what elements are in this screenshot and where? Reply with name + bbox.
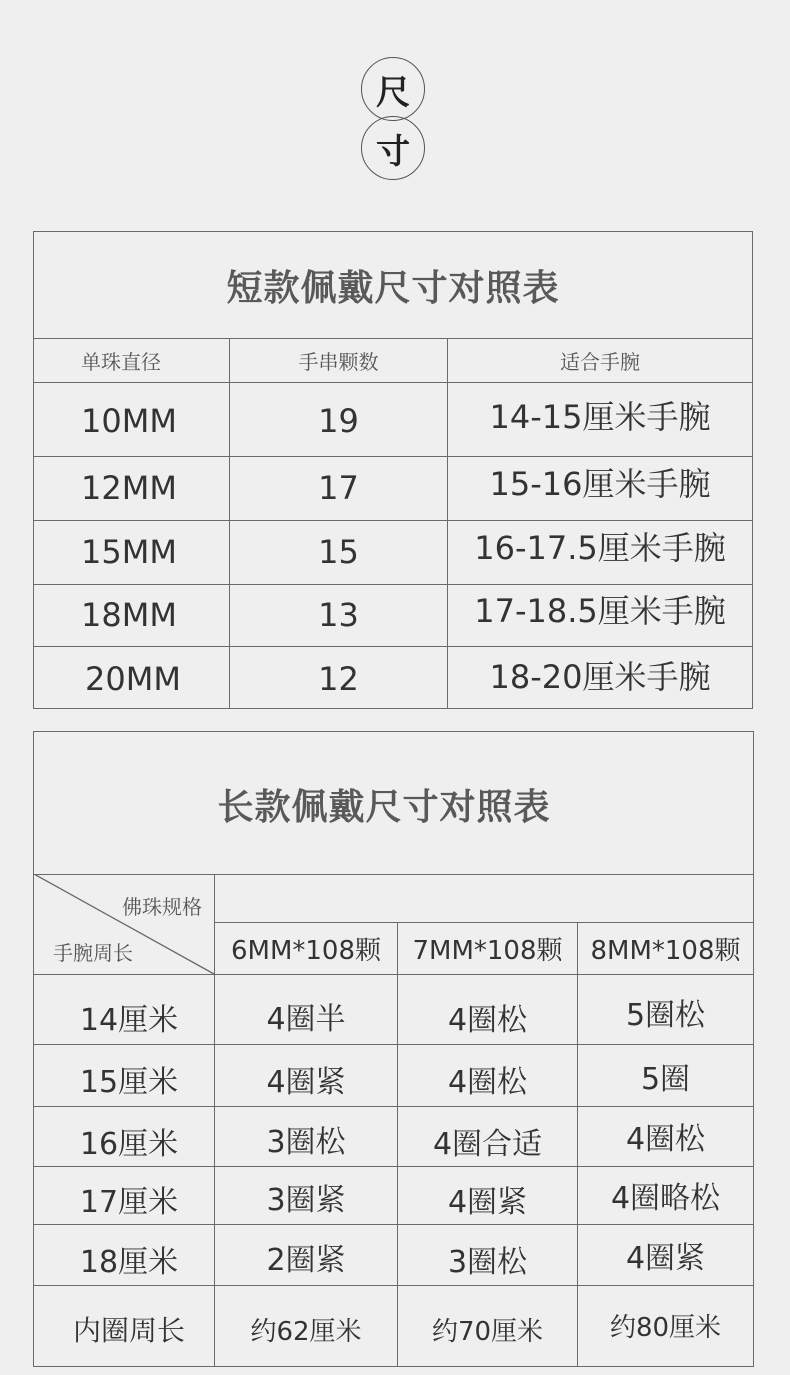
long-header-7mm: 7MM*108颗 (412, 936, 563, 966)
long-row-3-7mm: 4圈合适 (432, 1127, 543, 1162)
short-row-2-diameter: 12MM (81, 469, 177, 507)
long-row-6-label: 内圈周长 (72, 1314, 185, 1347)
short-header-wrist: 适合手腕 (560, 349, 640, 374)
long-row-1-wrist: 14厘米 (79, 1003, 179, 1038)
long-row-6-6mm: 约62厘米 (250, 1316, 362, 1347)
long-row-4-7mm: 4圈紧 (447, 1185, 528, 1220)
long-row-3-wrist: 16厘米 (79, 1127, 179, 1162)
short-row-5-diameter: 20MM (85, 660, 181, 698)
short-header-count: 手串颗数 (298, 349, 379, 374)
long-row-2-wrist: 15厘米 (79, 1065, 179, 1100)
short-row-3-wrist: 16-17.5厘米手腕 (474, 529, 726, 567)
long-header-8mm: 8MM*108颗 (590, 936, 741, 966)
long-row-4-6mm: 3圈紧 (266, 1183, 346, 1218)
long-row-6-7mm: 约70厘米 (431, 1316, 544, 1347)
short-row-1-diameter: 10MM (81, 402, 177, 440)
long-row-1-6mm: 4圈半 (266, 1002, 346, 1037)
long-row-5-8mm: 4圈紧 (625, 1241, 706, 1276)
short-header-diameter: 单珠直径 (81, 349, 161, 374)
long-header-6mm: 6MM*108颗 (230, 936, 382, 966)
short-row-5-wrist: 18-20厘米手腕 (489, 658, 711, 696)
long-row-6-8mm: 约80厘米 (609, 1312, 722, 1343)
short-row-1-wrist: 14-15厘米手腕 (489, 398, 711, 436)
long-row-1-8mm: 5圈松 (625, 998, 706, 1033)
short-row-4-count: 13 (318, 596, 359, 634)
long-row-5-wrist: 18厘米 (79, 1245, 179, 1280)
short-row-3-count: 15 (318, 533, 359, 571)
long-row-3-6mm: 3圈松 (266, 1125, 346, 1160)
long-size-table (33, 731, 754, 1367)
short-row-4-wrist: 17-18.5厘米手腕 (474, 592, 726, 630)
long-row-4-8mm: 4圈略松 (610, 1181, 721, 1216)
short-table-title: 短款佩戴尺寸对照表 (226, 267, 560, 309)
long-table-title: 长款佩戴尺寸对照表 (217, 786, 551, 828)
short-row-1-count: 19 (318, 402, 359, 440)
long-row-1-7mm: 4圈松 (447, 1003, 528, 1038)
long-row-4-wrist: 17厘米 (79, 1185, 179, 1220)
short-row-4-diameter: 18MM (81, 596, 177, 634)
badge-char-top: 尺 (376, 72, 410, 113)
short-row-5-count: 12 (318, 660, 359, 698)
corner-wrist-label: 手腕周长 (53, 940, 133, 965)
long-row-2-7mm: 4圈松 (447, 1065, 528, 1100)
badge-char-bottom: 寸 (376, 131, 410, 172)
short-row-2-wrist: 15-16厘米手腕 (489, 465, 711, 503)
long-row-2-6mm: 4圈紧 (266, 1065, 346, 1100)
size-badge-bottom (361, 116, 425, 180)
size-badge-top (361, 57, 425, 121)
short-size-table (33, 231, 753, 709)
long-row-2-8mm: 5圈 (640, 1062, 691, 1097)
short-row-2-count: 17 (318, 469, 359, 507)
corner-spec-label: 佛珠规格 (122, 894, 202, 919)
short-row-3-diameter: 15MM (81, 533, 177, 571)
long-row-5-7mm: 3圈松 (447, 1245, 528, 1280)
long-row-5-6mm: 2圈紧 (266, 1243, 346, 1278)
long-row-3-8mm: 4圈松 (625, 1122, 706, 1157)
